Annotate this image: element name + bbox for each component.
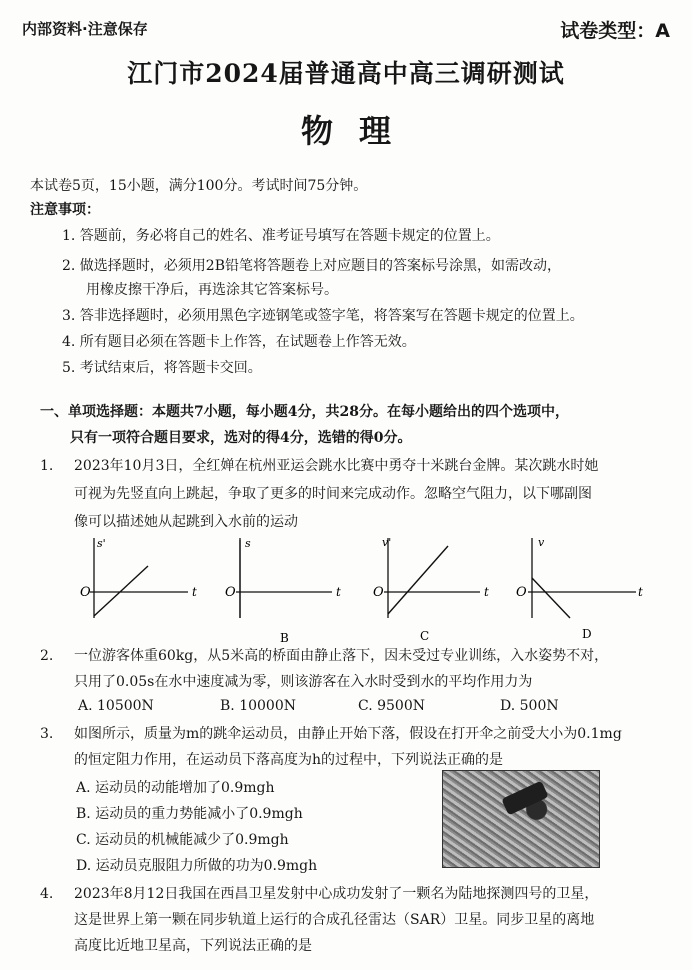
- note-item: 4. 所有题目必须在答题卡上作答，在试题卷上作答无效。: [62, 334, 416, 350]
- graph-b-ylabel: s: [245, 537, 251, 550]
- graph-b: [225, 537, 341, 645]
- question-number: 1.: [40, 458, 54, 474]
- confidential-label: 内部资料·注意保存: [22, 20, 148, 38]
- note-item: 3. 答非选择题时，必须用黑色字迹钢笔或签字笔，将答案写在答题卡规定的位置上。: [62, 308, 584, 324]
- motion-graphs: [70, 534, 650, 646]
- graph-d-ylabel: v: [538, 536, 545, 549]
- notes-title: 注意事项：: [30, 202, 100, 218]
- option-b: B. 10000N: [220, 698, 296, 714]
- option-c: C. 运动员的机械能减少了0.9mgh: [76, 832, 289, 848]
- option-a: A. 运动员的动能增加了0.9mgh: [76, 780, 275, 796]
- graph-d-letter: D: [582, 627, 592, 641]
- option-a: A. 10500N: [78, 698, 154, 714]
- note-item: 1. 答题前，务必将自己的姓名、准考证号填写在答题卡规定的位置上。: [62, 228, 500, 244]
- graph-b-letter: B: [280, 631, 289, 645]
- question-number: 2.: [40, 648, 54, 664]
- graph-c-origin: O: [373, 585, 384, 600]
- question-text: 2023年8月12日我国在西昌卫星发射中心成功发射了一颗名为陆地探测四号的卫星，: [74, 886, 599, 902]
- question-text: 像可以描述她从起跳到入水前的运动: [74, 514, 298, 530]
- graph-d: [516, 536, 643, 641]
- graph-b-origin: O: [225, 585, 236, 600]
- skydiver-photo: [442, 770, 600, 868]
- option-c: C. 9500N: [358, 698, 425, 714]
- question-text: 高度比近地卫星高，下列说法正确的是: [74, 938, 312, 954]
- option-d: D. 500N: [500, 698, 559, 714]
- question-number: 4.: [40, 886, 54, 902]
- question-text: 可视为先竖直向上跳起，争取了更多的时间来完成动作。忽略空气阻力，以下哪副图: [74, 486, 592, 502]
- graph-b-xlabel: t: [336, 585, 341, 599]
- note-item: 用橡皮擦干净后，再选涂其它答案标号。: [86, 282, 338, 298]
- exam-title: 江门市2024届普通高中高三调研测试: [127, 59, 565, 88]
- question-text: 这是世界上第一颗在同步轨道上运行的合成孔径雷达（SAR）卫星。同步卫星的离地: [74, 912, 595, 928]
- question-text: 2023年10月3日，全红婵在杭州亚运会跳水比赛中勇夺十米跳台金牌。某次跳水时她: [74, 458, 599, 474]
- exam-subject: 物理: [300, 112, 417, 150]
- graph-c-ylabel: v': [382, 536, 392, 549]
- graph-c-letter: C: [420, 629, 430, 643]
- graph-a: [80, 537, 197, 618]
- graph-a-xlabel: t: [192, 585, 197, 599]
- graph-a-ylabel: s': [97, 537, 106, 550]
- question-number: 3.: [40, 726, 54, 742]
- question-text: 如图所示，质量为m的跳伞运动员，由静止开始下落，假设在打开伞之前受大小为0.1mg: [74, 726, 622, 742]
- graph-c-xlabel: t: [484, 585, 489, 599]
- note-item: 5. 考试结束后，将答题卡交回。: [62, 360, 262, 376]
- question-text: 只用了0.05s在水中速度减为零，则该游客在入水时受到水的平均作用力为: [74, 674, 533, 690]
- question-text: 的恒定阻力作用，在运动员下落高度为h的过程中，下列说法正确的是: [74, 752, 504, 768]
- exam-intro: 本试卷5页，15小题，满分100分。考试时间75分钟。: [30, 178, 368, 194]
- note-item: 2. 做选择题时，必须用2B铅笔将答题卷上对应题目的答案标号涂黑，如需改动，: [62, 258, 562, 274]
- option-d: D. 运动员克服阻力所做的功为0.9mgh: [76, 858, 318, 874]
- question-text: 一位游客体重60kg，从5米高的桥面由静止落下，因未受过专业训练，入水姿势不对，: [74, 648, 609, 664]
- section-heading: 只有一项符合题目要求，选对的得4分，选错的得0分。: [70, 430, 412, 446]
- option-b: B. 运动员的重力势能减小了0.9mgh: [76, 806, 303, 822]
- graph-c: [373, 536, 489, 643]
- graph-a-origin: O: [80, 585, 91, 600]
- section-heading: 一、单项选择题：本题共7小题，每小题4分，共28分。在每小题给出的四个选项中，: [40, 404, 569, 420]
- graph-d-xlabel: t: [638, 585, 643, 599]
- paper-type-label: 试卷类型：A: [560, 20, 670, 42]
- graph-d-origin: O: [516, 585, 527, 600]
